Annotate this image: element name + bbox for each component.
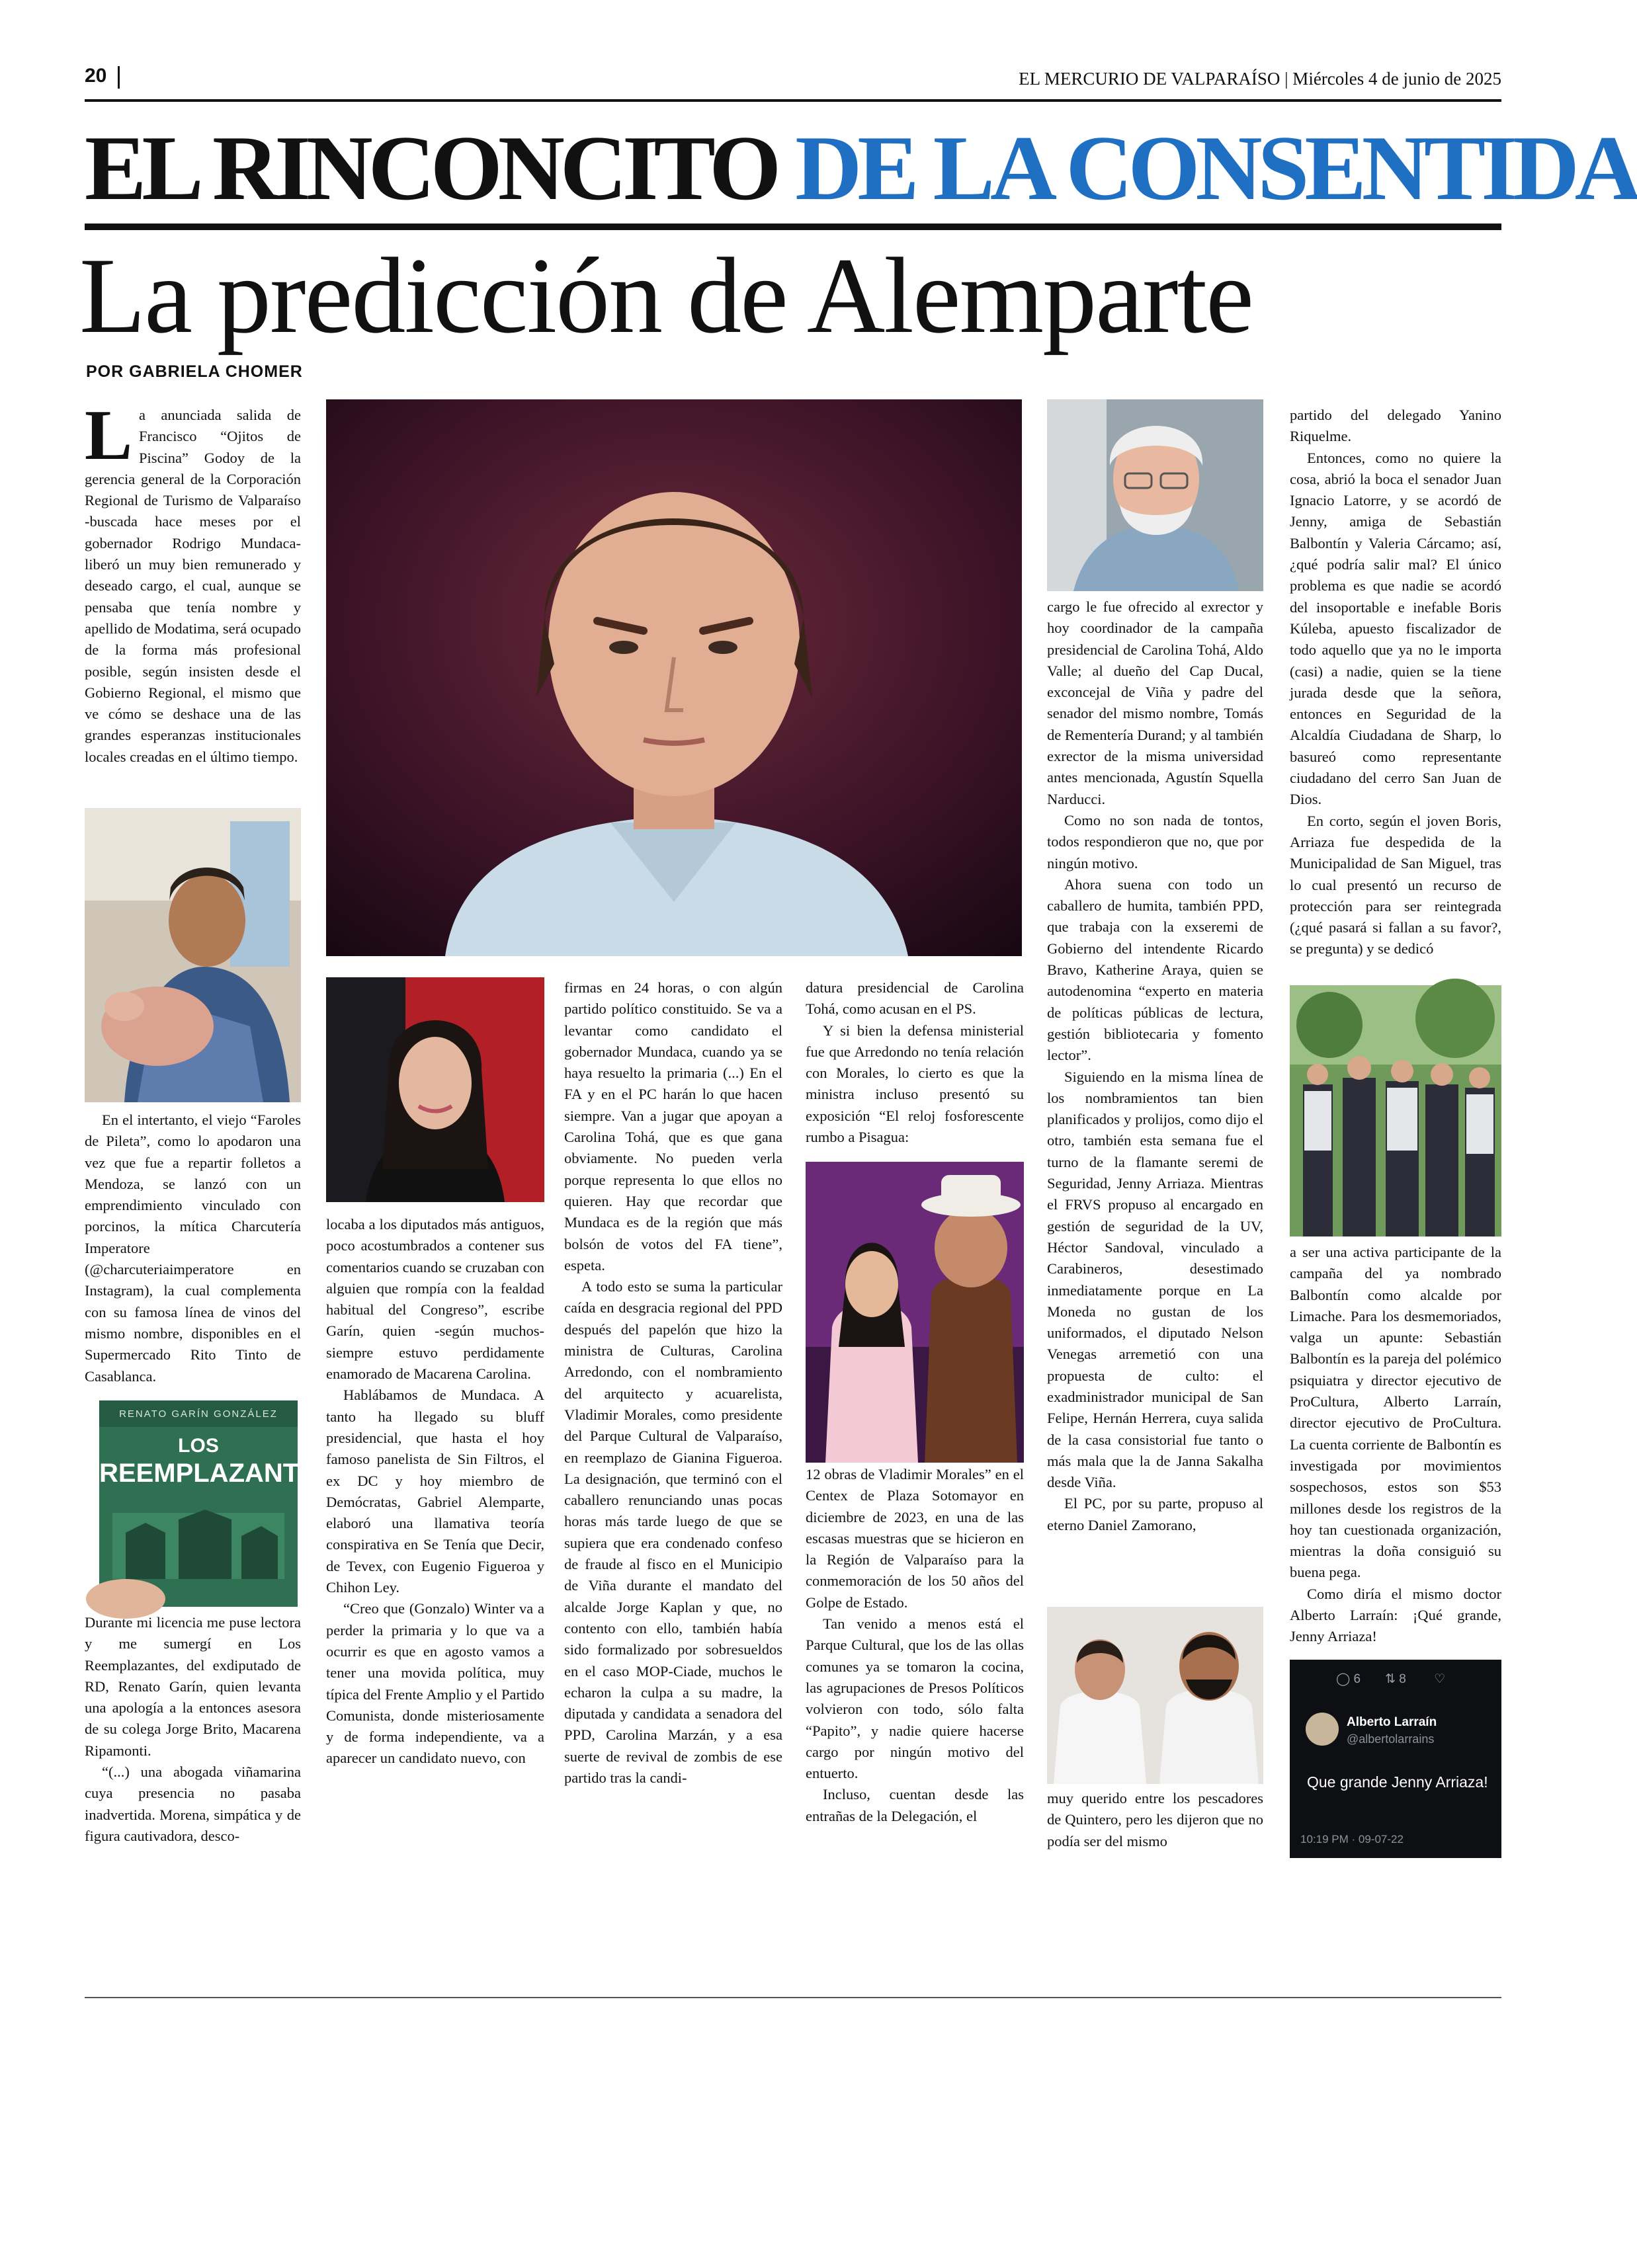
reply-count: 6 [1353,1672,1361,1686]
paragraph: En corto, según el joven Boris, Arriaza fue despedida de la Municipalidad de San Miguel, tras lo cual presentó un recurso de protección para ser reintegrada (¿qué pasará si fallan a su favor?, se pregunta) y se dedicó [1290,812,1501,957]
paragraph: locaba a los diputados más antiguos, poco acostumbrados a contener sus comentarios cuando se cruzaban con alguien que rompía con la fealdad habitual del Congreso”, escribe Garín, quien -según muchos- siempre estuvo perdidamente enamorado de Macarena Carolina. [326,1216,544,1383]
article-column-6 [1290,405,1501,960]
paragraph: “(...) una abogada viñamarina cuya presencia no pasaba inadvertida. Morena, simpática y de figura cautivadora, desco- [85,1763,301,1844]
article-column-2 [326,1214,544,1769]
page-number-divider [118,66,120,89]
tweet-timestamp: 10:19 PM · 09-07-22 [1300,1833,1404,1845]
paragraph: a anunciada salida de Francisco “Ojitos de Piscina” Godoy de la gerencia general de la Corporación Regional de Turismo de Valparaíso -buscada hace meses por el gobernador Rodrigo Mundaca- liberó un muy bien remunerado y deseado cargo, el cual, aunque se pensaba que tenía nombre y apellido de Modatima, será ocupado de la forma más profesional posible, según insisten desde el Gobierno Regional, el mismo que ve cómo se deshace una de las grandes esperanzas institucionales locales creadas en el último tiempo. [85,407,301,765]
article-column-4b [806,1464,1024,1827]
paragraph: firmas en 24 horas, o con algún partido político constituido. Se va a levantar como candidato el gobernador Mundaca, cuando ya se haya resuelto la primaria (...) En el FA y en el PC harán lo que hacen siempre. Van a jugar que apoyan a Carolina Tohá, que es que gana obviamente. No pueden verla porque representa lo que ellos no quieren. Hay que recordar que Mundaca es de la región que más bolsón de votos del FA tiene”, espeta. [564,979,782,1274]
paragraph: Siguiendo en la misma línea de los nombramientos tan bien planificados y prolijos, como dijo el otro, también esta semana fue el turno de la flamante seremi de Seguridad, Jenny Arriaza. Mientras el FRVS propuso al encargado en gestión de seguridad de la UV, Héctor Sandoval, vinculado a Carabineros, desestimado inmediatamente porque en La Moneda no gustan de los uniformados, el diputado Nelson Venegas arremetió con una propuesta de culto: el exadministrador municipal de San Felipe, Hernán Herrera, cuya salida de la casa consistorial fue tanto o más mala que la de Janna Sakalha desde Viña. [1047,1068,1263,1491]
paragraph: 12 obras de Vladimir Morales” en el Centex de Plaza Sotomayor en diciembre de 2023, en una de las escasas muestras que se hicieron en la Región de Valparaíso para la conmemoración de los 50 años del Golpe de Estado. [806,1466,1024,1611]
paragraph: A todo esto se suma la particular caída en desgracia regional del PPD después del papelón que hizo la ministra de Culturas, Carolina Arredondo, con el nombramiento del arquitecto y acuarelista, Vladimir Morales, como presidente del Parque Cultural de Valparaíso, en reemplazo de Gianina Figueroa. La designación, que terminó con el caballero renunciando unas pocas horas más tarde luego de que se supiera que era condenado confeso de fraude al fisco en el Municipio de Viña durante el mandato del alcalde Jorge Kaplan y que, no contento con ello, también había sido formalizado por sobresueldos en el caso MOP-Ciade, muchos le echaron la culpa a su madre, la diputada y candidata a senadora del PPD, Carolina Marzán, y a esa suerte de revival de zombis de ese partido tras la candi- [564,1278,782,1786]
paragraph: datura presidencial de Carolina Tohá, como acusan en el PS. [806,979,1024,1018]
paragraph: Tan venido a menos está el Parque Cultural, que los de las ollas comunes ya se tomaron la cocina, las agrupaciones de Presos Políticos volvieron con todo, sólo falta “Papito”, y nadie quiere hacerse cargo por ningún motivo del entuerto. [806,1615,1024,1782]
dateline: EL MERCURIO DE VALPARAÍSO | Miércoles 4 de junio de 2025 [1019,69,1501,89]
paragraph: Como no son nada de tontos, todos respondieron que no, que por ningún motivo. [1047,811,1263,871]
paragraph: Incluso, cuentan desde las entrañas de la Delegación, el [806,1786,1024,1824]
paragraph: a ser una activa participante de la campaña del ya nombrado Balbontín como alcalde por Limache. Para los desmemoriados, valga un apunte: Sebastián Balbontín es la pareja del polémico psiquiatra y director ejecutivo de ProCultura, Alberto Larraín, director ejecutivo de ProCultura. La cuenta corriente de Balbontín es investigada por movimientos sospechosos, estos son $53 millones desde los registros de la hoy tan cuestionada organización, mientras la doña consiguió su buena pega. [1290,1244,1501,1581]
section-title-part1: EL RINCONCITO [85,117,796,220]
bottom-rule [85,1997,1501,1998]
paragraph: En el intertanto, el viejo “Faroles de Pileta”, como lo apodaron una vez que fue a repartir folletos a Mendoza, se lanzó con un emprendimiento vinculado con porcinos, la mítica Charcutería Imperatore (@charcuteriaimperatore en Instagram), la cual complementa con su famosa línea de vinos del mismo nombre, disponibles en el Supermercado Rito Tinto de Casablanca. [85,1112,301,1385]
tweet-screenshot [1290,1660,1501,1858]
paragraph: cargo le fue ofrecido al exrector y hoy coordinador de la campaña presidencial de Carolina Tohá, Aldo Valle; al dueño del Cap Ducal, exconcejal de Viña y padre del senador del mismo nombre, Tomás de Rementería Durand; y al también exrector de la misma universidad antes mencionada, Agustín Squella Narducci. [1047,598,1263,807]
tweet-author-handle: @albertolarrains [1347,1732,1435,1746]
byline: POR GABRIELA CHOMER [86,362,303,381]
paragraph: muy querido entre los pescadores de Quintero, pero les dijeron que no podía ser del mismo [1047,1790,1263,1849]
headline: La predicción de Alemparte [79,236,1253,356]
paragraph: Y si bien la defensa ministerial fue que Arredondo no tenía relación con Morales, lo cierto es que la ministra incluso presentó su exposición “El reloj fosforescente rumbo a Pisagua: [806,1022,1024,1146]
heart-icon: ♡ [1434,1672,1446,1686]
photo-book-cover [99,1400,335,1607]
retweet-count: 8 [1399,1672,1406,1686]
section-rule [85,223,1501,230]
article-column-4 [806,977,1024,1148]
tweet-text: Que grande Jenny Arriaza! [1307,1773,1488,1791]
article-column-1b [85,1110,301,1387]
paragraph: Entonces, como no quiere la cosa, abrió la boca el senador Juan Ignacio Latorre, y se acordó de Jenny, amiga de Sebastián Balbontín y Valeria Cárcamo; así, ¿qué podría salir mal? El único problema es que nadie se acordó del insoportable e inefable Boris Kúleba, apuesto fiscalizador de todo aquello que ya no le importa (casi) a nadie, quien se la tiene jurada desde que la señora, entonces en Seguridad de la Alcaldía Ciudadana de Sharp, lo basureó como representante ciudadano del cerro San Juan de Dios. [1290,449,1501,808]
photo-main-portrait [326,399,1022,956]
page-number: 20 [85,65,107,87]
paragraph: partido del delegado Yanino Riquelme. [1290,407,1501,445]
book-author: RENATO GARÍN GONZÁLEZ [119,1408,278,1420]
paragraph: Durante mi licencia me puse lectora y me sumergí en Los Reemplazantes, del exdiputado de RD, Renato Garín, quien levanta una apología a la entonces asesora de su colega Jorge Brito, Macarena Ripamonti. [85,1614,301,1759]
photo-two-men [1047,1607,1263,1784]
article-column-1c [85,1612,301,1847]
photo-older-man-glasses [1047,399,1263,591]
article-column-3 [564,977,782,1789]
paragraph: Hablábamos de Mundaca. A tanto ha llegado su bluff presidencial, que hasta el hoy famoso panelista de Sin Filtros, el ex DC y hoy miembro de Demócratas, Gabriel Alemparte, elaboró una llamativa teoría conspirativa en Se Tenía que Decir, de Tevex, con Eugenio Figueroa y Chihon Ley. [326,1387,544,1596]
book-title-line2: REEMPLAZANTES [99,1459,335,1488]
reply-icon: ◯ [1336,1672,1351,1686]
header-rule [85,99,1501,102]
article-column-5 [1047,596,1263,1536]
tweet-counts [1336,1672,1445,1687]
tweet-author-name: Alberto Larraín [1347,1715,1437,1729]
avatar [1306,1713,1339,1746]
section-title-part2: DE LA CONSENTIDA [795,117,1637,220]
paragraph: “Creo que (Gonzalo) Winter va a perder la primaria y lo que va a ocurrir es que en agosto vamos a tener una movida política, muy típica del Frente Amplio y el Partido Comunista, donde misteriosamente y de forma independiente, va a aparecer un candidato nuevo, con [326,1600,544,1767]
paragraph: Ahora suena con todo un caballero de humita, también PPD, que trabaja con la exseremi de Gobierno del intendente Ricardo Bravo, Katherine Araya, quien se autodenomina “experto en materia de políticas públicas de lectura, gestión bibliotecaria y fomento lector”. [1047,875,1263,1064]
section-title [85,117,1637,220]
article-column-5b [1047,1788,1263,1852]
paragraph: Como diría el mismo doctor Alberto Larraín: ¡Qué grande, Jenny Arriaza! [1290,1585,1501,1645]
article-column-6b [1290,1242,1501,1648]
photo-woman-portrait [326,977,544,1202]
article-column-1 [85,396,301,768]
photo-group-outdoors [1290,985,1501,1236]
book-title-line1: LOS [178,1435,219,1457]
photo-woman-and-man-hat [806,1162,1024,1463]
dropcap: L [85,396,133,475]
photo-man-with-pig [85,808,301,1102]
paragraph: El PC, por su parte, propuso al eterno Daniel Zamorano, [1047,1495,1263,1533]
retweet-icon: ⇅ [1385,1672,1396,1686]
